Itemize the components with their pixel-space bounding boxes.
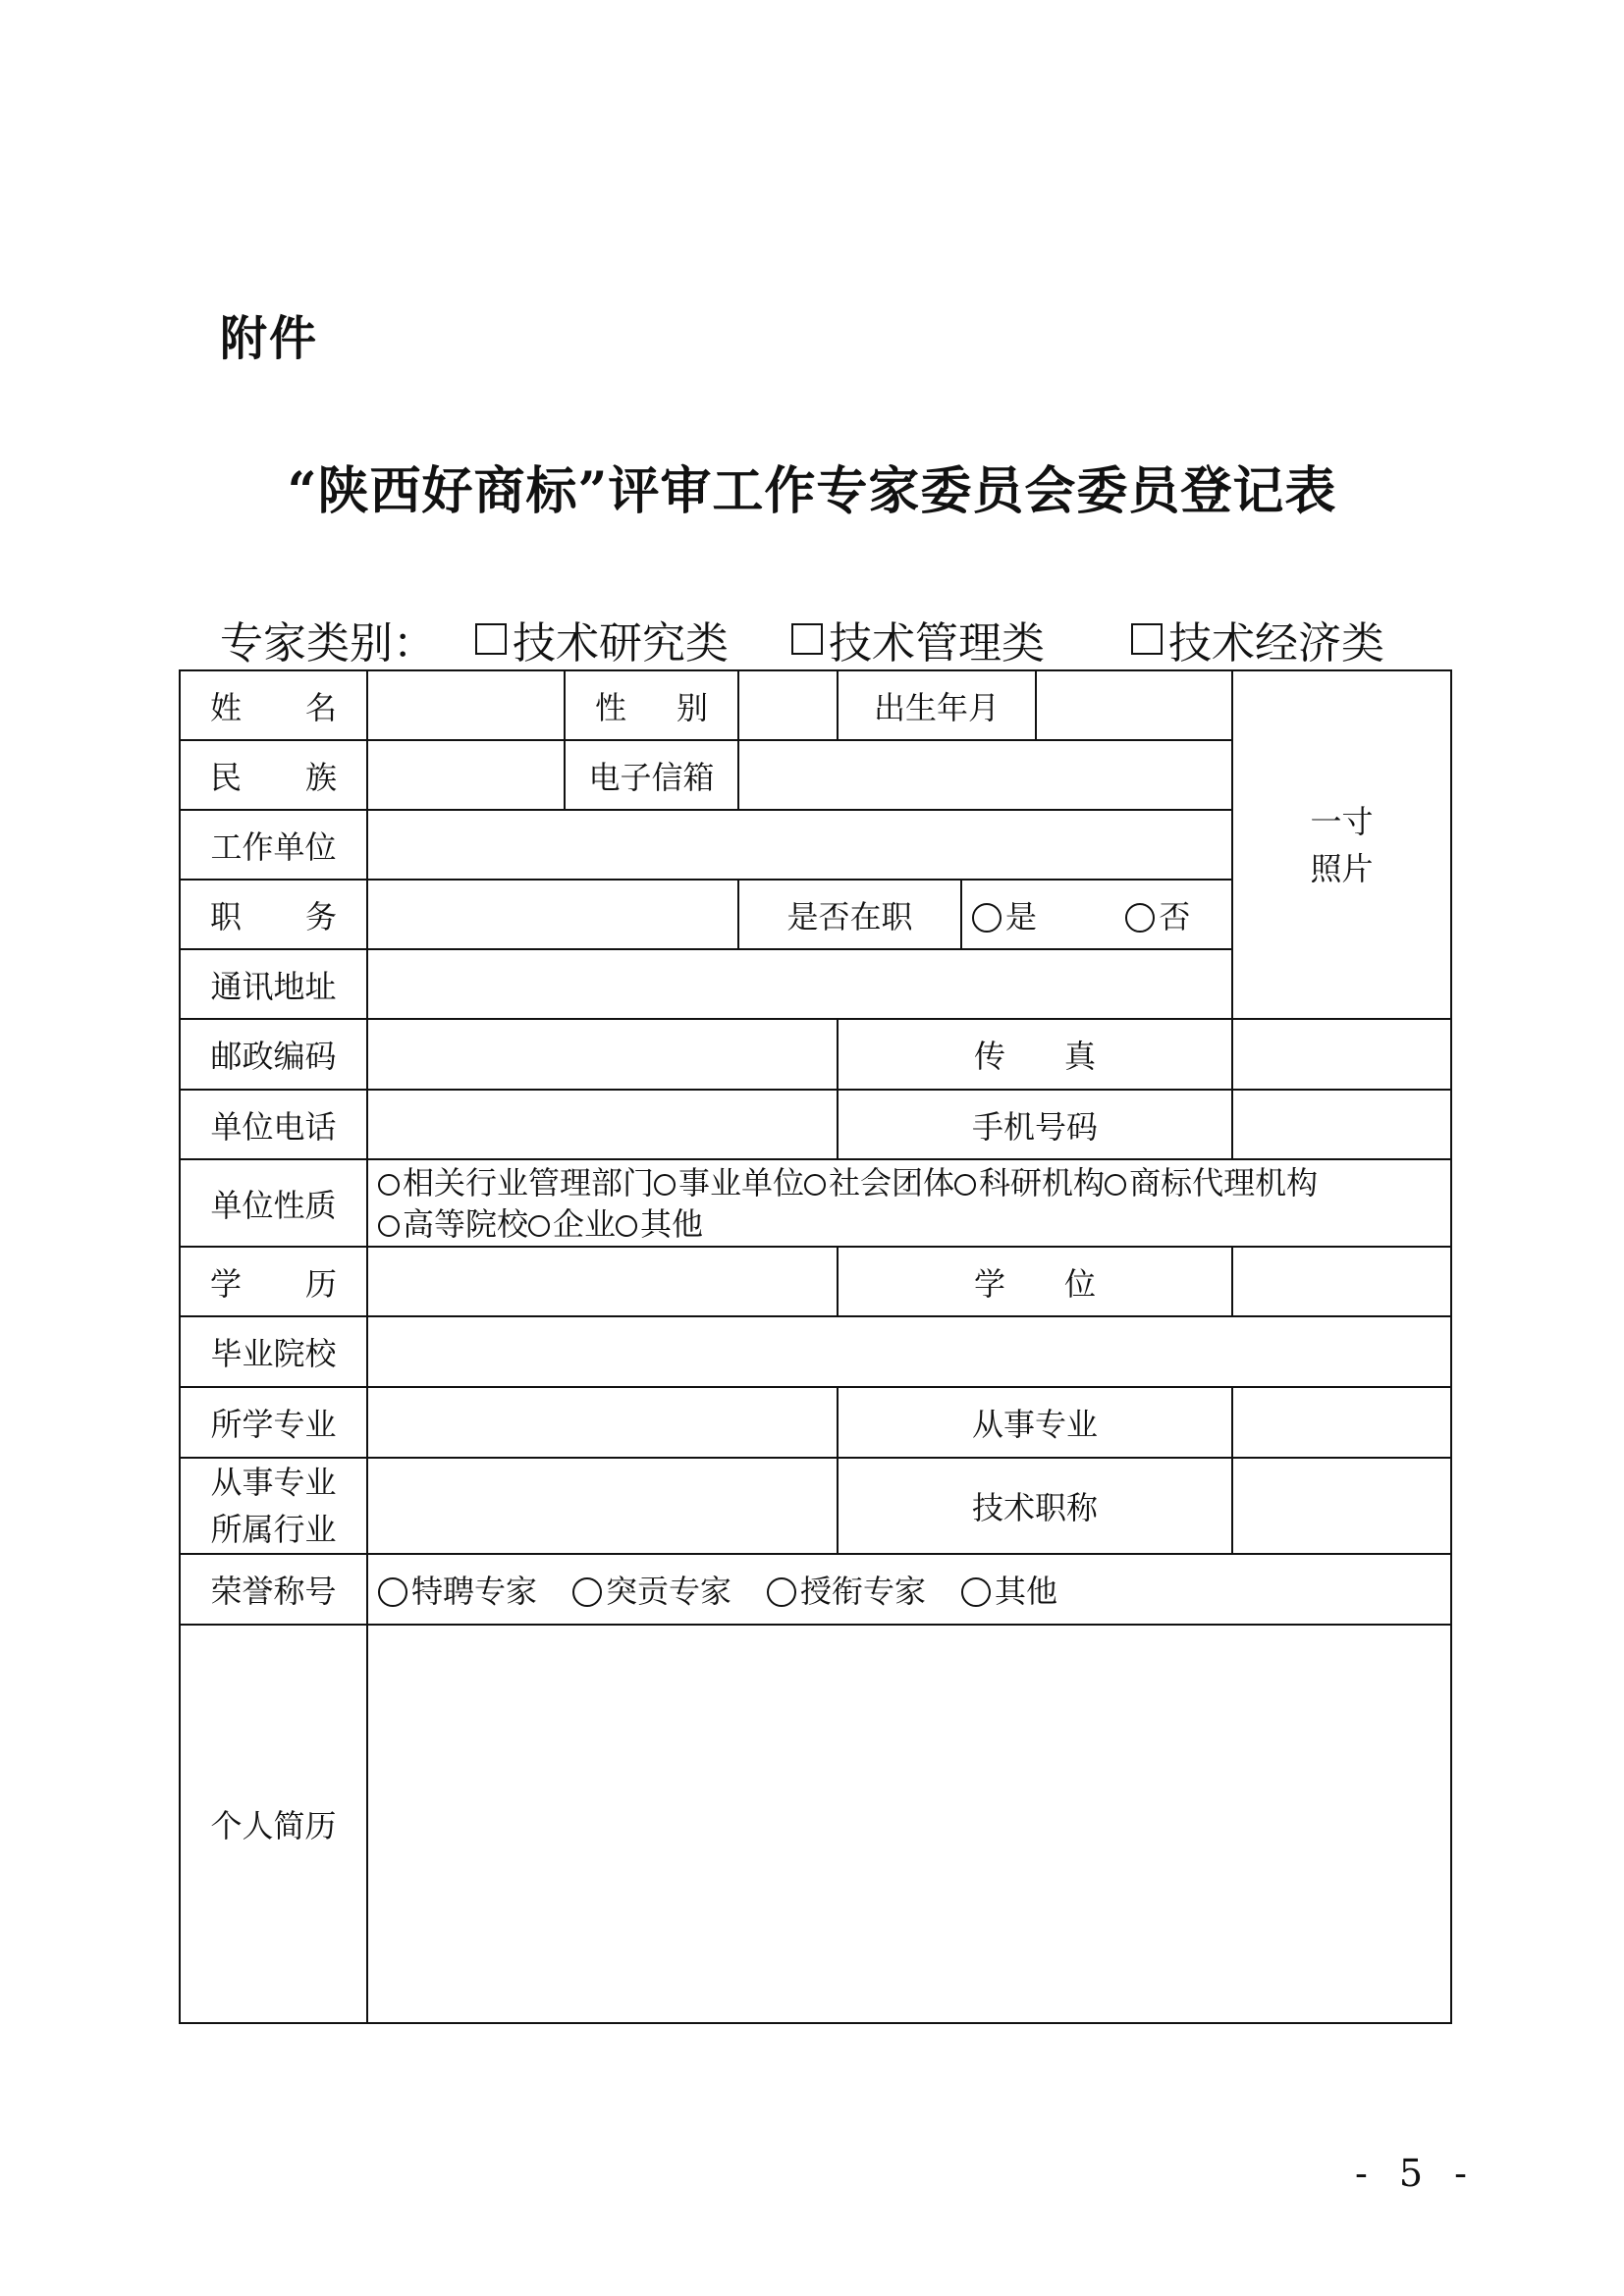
radio-icon[interactable] xyxy=(616,1215,637,1237)
form-title: “陕西好商标”评审工作专家委员会委员登记表 xyxy=(287,461,1337,521)
gender-char: 性 xyxy=(595,688,627,726)
work-unit-field[interactable] xyxy=(367,810,1232,880)
option-label: 授衔专家 xyxy=(800,1573,927,1610)
education-char: 历 xyxy=(304,1264,337,1303)
option-label: 高等院校 xyxy=(403,1204,529,1243)
checkbox-icon[interactable] xyxy=(475,623,507,655)
industry-label-line2: 所属行业 xyxy=(210,1511,337,1548)
radio-icon[interactable] xyxy=(378,1174,400,1196)
unit-nature-option[interactable] xyxy=(378,1205,528,1243)
degree-char: 位 xyxy=(1064,1264,1097,1303)
radio-icon[interactable] xyxy=(1125,903,1155,933)
name-label xyxy=(180,670,367,740)
birth-label: 出生年月 xyxy=(838,670,1036,740)
radio-icon[interactable] xyxy=(528,1215,550,1237)
option-label: 相关行业管理部门 xyxy=(403,1163,655,1201)
in-service-options xyxy=(961,880,1232,949)
resume-field[interactable] xyxy=(367,1625,1451,2023)
honor-option[interactable] xyxy=(961,1573,1057,1610)
unit-nature-option[interactable] xyxy=(654,1164,804,1201)
industry-label-line1: 从事专业 xyxy=(210,1464,337,1501)
category-option-economy[interactable] xyxy=(1131,608,1384,670)
work-unit-label: 工作单位 xyxy=(180,810,367,880)
category-option-management[interactable] xyxy=(791,608,1045,670)
unit-phone-label: 单位电话 xyxy=(180,1090,367,1159)
option-label: 特聘专家 xyxy=(411,1573,538,1610)
option-label: 企业 xyxy=(553,1204,617,1243)
industry-field[interactable] xyxy=(367,1458,838,1554)
radio-icon[interactable] xyxy=(1105,1174,1126,1196)
position-char: 职 xyxy=(210,897,243,935)
radio-icon[interactable] xyxy=(961,1577,991,1607)
postcode-label: 邮政编码 xyxy=(180,1019,367,1090)
gender-char: 别 xyxy=(676,688,708,726)
honor-option[interactable] xyxy=(767,1573,926,1610)
ethnicity-label xyxy=(180,740,367,810)
honor-option[interactable] xyxy=(378,1573,537,1610)
unit-nature-option[interactable] xyxy=(1105,1164,1318,1201)
address-field[interactable] xyxy=(367,949,1232,1019)
degree-field[interactable] xyxy=(1232,1247,1451,1316)
honor-label: 荣誉称号 xyxy=(180,1554,367,1625)
registration-table xyxy=(179,669,1452,2024)
position-char: 务 xyxy=(304,897,337,935)
photo-label-line1: 一寸 xyxy=(1310,802,1374,840)
option-label: 科研机构 xyxy=(979,1163,1106,1201)
honor-options xyxy=(367,1554,1451,1625)
honor-option[interactable] xyxy=(572,1573,731,1610)
school-label: 毕业院校 xyxy=(180,1316,367,1387)
title-rank-field[interactable] xyxy=(1232,1458,1451,1554)
unit-phone-field[interactable] xyxy=(367,1090,838,1159)
major-field[interactable] xyxy=(367,1387,838,1458)
name-char: 名 xyxy=(304,688,337,726)
in-service-no[interactable] xyxy=(1125,898,1190,935)
major-label: 所学专业 xyxy=(180,1387,367,1458)
fax-char: 真 xyxy=(1064,1038,1097,1075)
degree-char: 学 xyxy=(973,1264,1005,1303)
category-option-research[interactable] xyxy=(475,608,729,670)
in-service-label: 是否在职 xyxy=(738,880,961,949)
mobile-field[interactable] xyxy=(1232,1090,1451,1159)
email-label: 电子信箱 xyxy=(565,740,738,810)
education-char: 学 xyxy=(210,1264,243,1303)
fax-field[interactable] xyxy=(1232,1019,1451,1090)
option-label: 其他 xyxy=(640,1204,704,1243)
fax-char: 传 xyxy=(973,1038,1005,1075)
radio-icon[interactable] xyxy=(572,1577,602,1607)
postcode-field[interactable] xyxy=(367,1019,838,1090)
option-label: 商标代理机构 xyxy=(1129,1163,1319,1201)
school-field[interactable] xyxy=(367,1316,1451,1387)
radio-icon[interactable] xyxy=(804,1174,826,1196)
category-option-label: 技术管理类 xyxy=(829,618,1045,668)
unit-nature-option[interactable] xyxy=(616,1205,703,1243)
ethnicity-field[interactable] xyxy=(367,740,565,810)
degree-label xyxy=(838,1247,1232,1316)
education-label xyxy=(180,1247,367,1316)
mobile-label: 手机号码 xyxy=(838,1090,1232,1159)
radio-icon[interactable] xyxy=(767,1577,796,1607)
radio-icon[interactable] xyxy=(954,1174,976,1196)
email-field[interactable] xyxy=(738,740,1232,810)
gender-label xyxy=(565,670,738,740)
engaged-major-field[interactable] xyxy=(1232,1387,1451,1458)
name-field[interactable] xyxy=(367,670,565,740)
name-char: 姓 xyxy=(210,688,243,726)
address-label: 通讯地址 xyxy=(180,949,367,1019)
fax-label xyxy=(838,1019,1232,1090)
radio-icon[interactable] xyxy=(378,1577,407,1607)
checkbox-icon[interactable] xyxy=(1131,623,1163,655)
expert-category-row xyxy=(220,609,1457,669)
radio-icon[interactable] xyxy=(654,1174,676,1196)
option-label: 社会团体 xyxy=(829,1163,955,1201)
unit-nature-label: 单位性质 xyxy=(180,1159,367,1247)
in-service-yes[interactable] xyxy=(972,898,1037,935)
birth-field[interactable] xyxy=(1036,670,1232,740)
page-number: - 5 - xyxy=(1355,2152,1478,2195)
photo-label-line2: 照片 xyxy=(1310,849,1374,887)
expert-category-label: 专家类别： xyxy=(220,618,436,668)
education-field[interactable] xyxy=(367,1247,838,1316)
ethnicity-char: 民 xyxy=(210,758,243,796)
position-label xyxy=(180,880,367,949)
option-label: 突贡专家 xyxy=(606,1573,732,1610)
resume-label: 个人简历 xyxy=(180,1625,367,2023)
title-rank-label: 技术职称 xyxy=(838,1458,1232,1554)
gender-field[interactable] xyxy=(738,670,838,740)
position-field[interactable] xyxy=(367,880,738,949)
ethnicity-char: 族 xyxy=(304,758,337,796)
unit-nature-option[interactable] xyxy=(804,1164,954,1201)
option-label: 事业单位 xyxy=(678,1163,805,1201)
no-label: 否 xyxy=(1159,897,1191,935)
industry-label xyxy=(180,1458,367,1554)
category-option-label: 技术研究类 xyxy=(513,618,729,668)
unit-nature-option[interactable] xyxy=(954,1164,1105,1201)
option-label: 其他 xyxy=(995,1573,1058,1610)
unit-nature-option[interactable] xyxy=(528,1205,616,1243)
unit-nature-options xyxy=(367,1159,1451,1247)
category-option-label: 技术经济类 xyxy=(1168,618,1384,668)
engaged-major-label: 从事专业 xyxy=(838,1387,1232,1458)
unit-nature-option[interactable] xyxy=(378,1164,654,1201)
radio-icon[interactable] xyxy=(378,1215,400,1237)
yes-label: 是 xyxy=(1005,897,1038,935)
attachment-label: 附件 xyxy=(220,311,319,366)
checkbox-icon[interactable] xyxy=(791,623,823,655)
radio-icon[interactable] xyxy=(972,903,1001,933)
photo-box[interactable] xyxy=(1232,670,1451,1019)
